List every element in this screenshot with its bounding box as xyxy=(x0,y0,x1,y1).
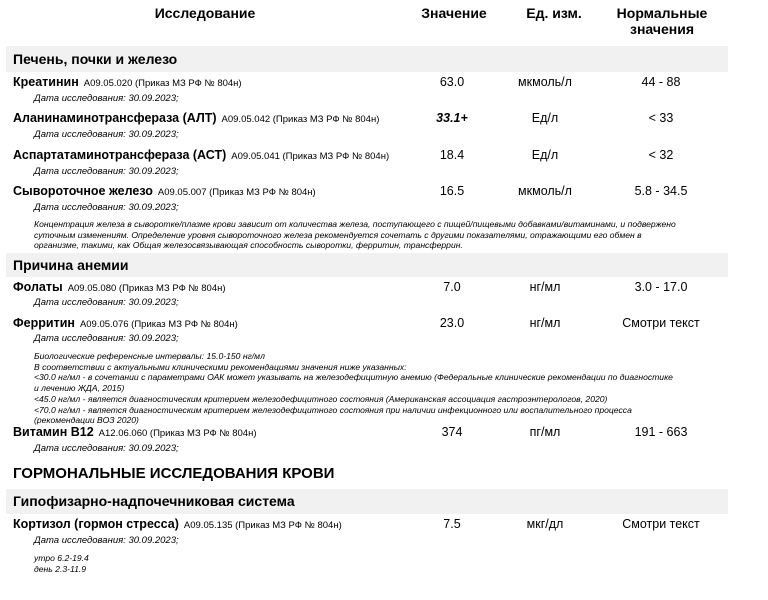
test-date: Дата исследования: 30.09.2023; xyxy=(34,166,179,177)
note-line: (рекомендации ВОЗ 2020) xyxy=(34,415,139,426)
test-date: Дата исследования: 30.09.2023; xyxy=(34,535,179,546)
test-unit: Ед/л xyxy=(531,148,559,162)
test-value: 374 xyxy=(441,425,463,439)
test-title: Креатинин xyxy=(13,75,79,89)
test-unit: нг/мл xyxy=(529,280,561,294)
test-value: 18.4 xyxy=(439,148,465,162)
section-anemia: Причина анемии xyxy=(6,253,728,277)
test-code: A09.05.007 (Приказ МЗ РФ № 804н) xyxy=(157,187,316,198)
test-title: Кортизол (гормон стресса) xyxy=(13,517,179,531)
test-date: Дата исследования: 30.09.2023; xyxy=(34,443,179,454)
note-line: и лечению ЖДА, 2015) xyxy=(34,383,125,394)
test-title: Ферритин xyxy=(13,316,75,330)
test-name-folates xyxy=(13,280,226,294)
ferritin-note xyxy=(34,351,734,426)
note-line: суточным изменениям. Определение уровня сывороточного железа рекомендуется сочетать с другими показателями, отражающими его обмен в xyxy=(34,229,642,240)
note-line: В соответствии с актуальными клиническими рекомендациями значения ниже указанных: xyxy=(34,361,407,372)
header-norm-line2: значения xyxy=(630,21,694,37)
test-code: A09.05.042 (Приказ МЗ РФ № 804н) xyxy=(221,114,380,125)
test-date: Дата исследования: 30.09.2023; xyxy=(34,202,179,213)
test-name-cortisol xyxy=(13,517,342,531)
cortisol-note xyxy=(34,553,734,574)
test-title: Сывороточное железо xyxy=(13,184,153,198)
test-code: A09.05.135 (Приказ МЗ РФ № 804н) xyxy=(183,520,342,531)
test-date: Дата исследования: 30.09.2023; xyxy=(34,297,179,308)
test-name-creatinine xyxy=(13,75,242,89)
section-hormonal: ГОРМОНАЛЬНЫЕ ИССЛЕДОВАНИЯ КРОВИ xyxy=(6,460,728,488)
test-unit: мкмоль/л xyxy=(518,184,572,198)
header-unit: Ед. изм. xyxy=(526,5,582,21)
note-line: Биологические референсные интервалы: 15.0-150 нг/мл xyxy=(34,351,265,361)
test-title: Аспартатаминотрансфераза (АСТ) xyxy=(13,148,227,162)
note-line: <45.0 нг/мл - является диагностическим критерием железодефицитного состояния (Американская ассоциация гастроэнтерологов, 2020) xyxy=(34,393,608,404)
test-norm: 191 - 663 xyxy=(634,425,688,439)
test-unit: мкг/дл xyxy=(526,517,564,531)
header-norm xyxy=(602,5,722,37)
header-study: Исследование xyxy=(154,5,256,21)
test-unit: мкмоль/л xyxy=(518,75,572,89)
test-norm: Смотри текст xyxy=(622,517,700,531)
test-title: Фолаты xyxy=(13,280,63,294)
test-norm: 44 - 88 xyxy=(641,75,681,89)
note-line: день 2.3-11.9 xyxy=(34,563,87,574)
test-name-alt xyxy=(13,111,379,125)
test-value: 23.0 xyxy=(439,316,465,330)
test-name-serum-iron xyxy=(13,184,316,198)
test-date: Дата исследования: 30.09.2023; xyxy=(34,333,179,344)
section-pituitary: Гипофизарно-надпочечниковая система xyxy=(6,489,728,514)
test-title: Витамин В12 xyxy=(13,425,94,439)
test-norm: 3.0 - 17.0 xyxy=(634,280,688,294)
test-norm: Смотри текст xyxy=(622,316,700,330)
test-unit: Ед/л xyxy=(531,111,559,125)
test-code: A09.05.076 (Приказ МЗ РФ № 804н) xyxy=(79,319,238,330)
test-unit: нг/мл xyxy=(529,316,561,330)
header-value: Значение xyxy=(421,5,487,21)
header-norm-line1: Нормальные xyxy=(616,5,708,21)
test-code: A09.05.020 (Приказ МЗ РФ № 804н) xyxy=(83,78,242,89)
note-line: <30.0 нг/мл - в сочетании с параметрами ОАК может указывать на железодефицитную анемию (Федеральные клинические рекомендации по диагностике xyxy=(34,372,673,383)
note-line: организме, такими, как Общая железосвязывающая способность сыворотки, ферритин, трансферрин. xyxy=(34,240,463,251)
iron-note xyxy=(34,219,734,251)
test-unit: пг/мл xyxy=(529,425,561,439)
note-line: Концентрация железа в сыворотке/плазме крови зависит от количества железа, поступающего с пищей/пищевыми добавками/витаминами, и подвержено xyxy=(34,219,676,229)
test-date: Дата исследования: 30.09.2023; xyxy=(34,93,179,104)
test-name-vitamin-b12 xyxy=(13,425,257,439)
test-value: 16.5 xyxy=(439,184,465,198)
section-liver: Печень, почки и железо xyxy=(6,46,728,72)
test-value: 63.0 xyxy=(439,75,465,89)
test-code: A09.05.041 (Приказ МЗ РФ № 804н) xyxy=(231,151,390,162)
test-code: A09.05.080 (Приказ МЗ РФ № 804н) xyxy=(67,283,226,294)
test-value: 7.0 xyxy=(443,280,461,294)
test-name-ferritin xyxy=(13,316,238,330)
test-date: Дата исследования: 30.09.2023; xyxy=(34,129,179,140)
test-name-ast xyxy=(13,148,389,162)
note-line: утро 6.2-19.4 xyxy=(34,553,89,563)
note-line: <70.0 нг/мл - является диагностическим критерием железодефицитного состояния при наличии инфекционного или воспалительного процесса xyxy=(34,404,632,415)
test-norm: < 33 xyxy=(648,111,674,125)
test-norm: 5.8 - 34.5 xyxy=(634,184,688,198)
test-value-flagged: 33.1+ xyxy=(436,111,468,125)
test-value: 7.5 xyxy=(443,517,461,531)
test-title: Аланинаминотрансфераза (АЛТ) xyxy=(13,111,217,125)
test-norm: < 32 xyxy=(648,148,674,162)
test-code: A12.06.060 (Приказ МЗ РФ № 804н) xyxy=(98,428,257,439)
